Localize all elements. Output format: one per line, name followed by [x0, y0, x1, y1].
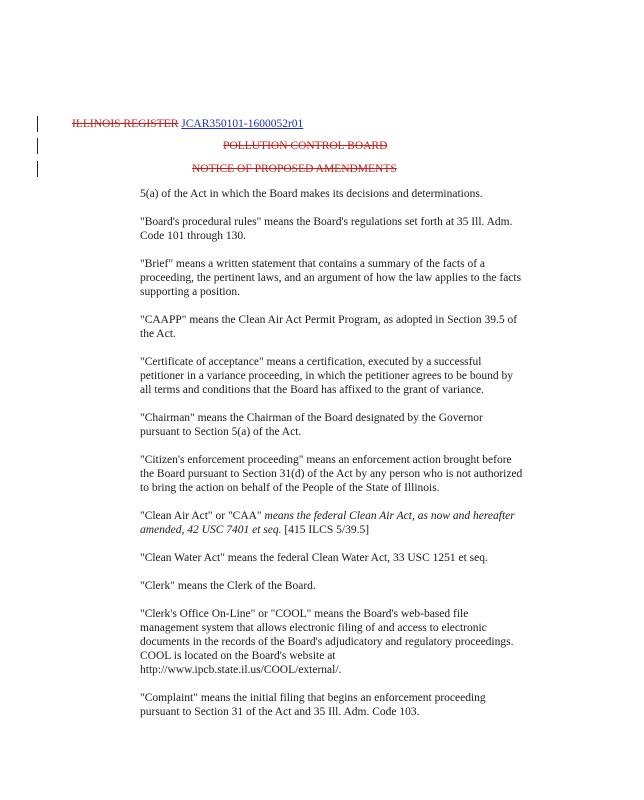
- board-deleted-text: POLLUTION CONTROL BOARD: [223, 140, 388, 152]
- definition-clean-air-act: [140, 509, 524, 537]
- change-bar: [37, 116, 38, 132]
- definition-clean-water-act: "Clean Water Act" means the federal Clean Water Act, 33 USC 1251 et seq.: [140, 552, 488, 564]
- register-header: [72, 117, 303, 131]
- definition-brief: "Brief" means a written statement that contains a summary of the facts of a proceeding, the pertinent laws, and an argument of how the law applies to the facts supporting a position.: [140, 258, 522, 298]
- definition-board-procedural-rules: "Board's procedural rules" means the Board's regulations set forth at 35 Ill. Adm. Code 101 through 130.: [140, 216, 513, 242]
- definition-cool: "Clerk's Office On-Line" or "COOL" means the Board's web-based file management system that allows electronic filing of and access to electronic documents in the records of the Board's adjudicatory and regulatory proceedings. COOL is located on the Board's website at http://www.ipcb.state.il.us/COOL/external/.: [140, 608, 514, 676]
- register-inserted-text: JCAR350101-1600052r01: [181, 118, 304, 130]
- change-bar: [37, 138, 38, 154]
- definition-chairman: "Chairman" means the Chairman of the Board designated by the Governor pursuant to Section 5(a) of the Act.: [140, 412, 483, 438]
- definition-certificate-of-acceptance: "Certificate of acceptance" means a certification, executed by a successful petitioner in a variance proceeding, in which the petitioner agrees to be bound by all terms and conditions that the Board has affixed to the grant of variance.: [140, 356, 513, 396]
- clean-air-act-citation: [415 ILCS 5/39.5]: [281, 524, 370, 536]
- definition-citizens-enforcement: "Citizen's enforcement proceeding" means an enforcement action brought before the Board pursuant to Section 31(d) of the Act by any person who is not authorized to bring the action on behalf of the People of the State of Illinois.: [140, 454, 523, 494]
- clean-air-act-definition: means the federal Clean Air Act, as now and hereafter amended, 42 USC 7401 et seq.: [140, 510, 515, 536]
- definitions-body: [140, 187, 524, 733]
- paragraph-continuation: 5(a) of the Act in which the Board makes its decisions and determinations.: [140, 188, 483, 200]
- clean-air-act-term: "Clean Air Act" or "CAA": [140, 510, 265, 522]
- definition-complaint: "Complaint" means the initial filing that begins an enforcement proceeding pursuant to Section 31 of the Act and 35 Ill. Adm. Code 103.: [140, 692, 486, 718]
- register-deleted-text: ILLINOIS REGISTER: [72, 118, 179, 130]
- change-bar: [37, 161, 38, 177]
- notice-header: [192, 162, 397, 176]
- definition-caapp: "CAAPP" means the Clean Air Act Permit Program, as adopted in Section 39.5 of the Act.: [140, 314, 518, 340]
- definition-clerk: "Clerk" means the Clerk of the Board.: [140, 580, 316, 592]
- notice-deleted-text: NOTICE OF PROPOSED AMENDMENTS: [192, 163, 397, 175]
- board-header: [223, 139, 387, 153]
